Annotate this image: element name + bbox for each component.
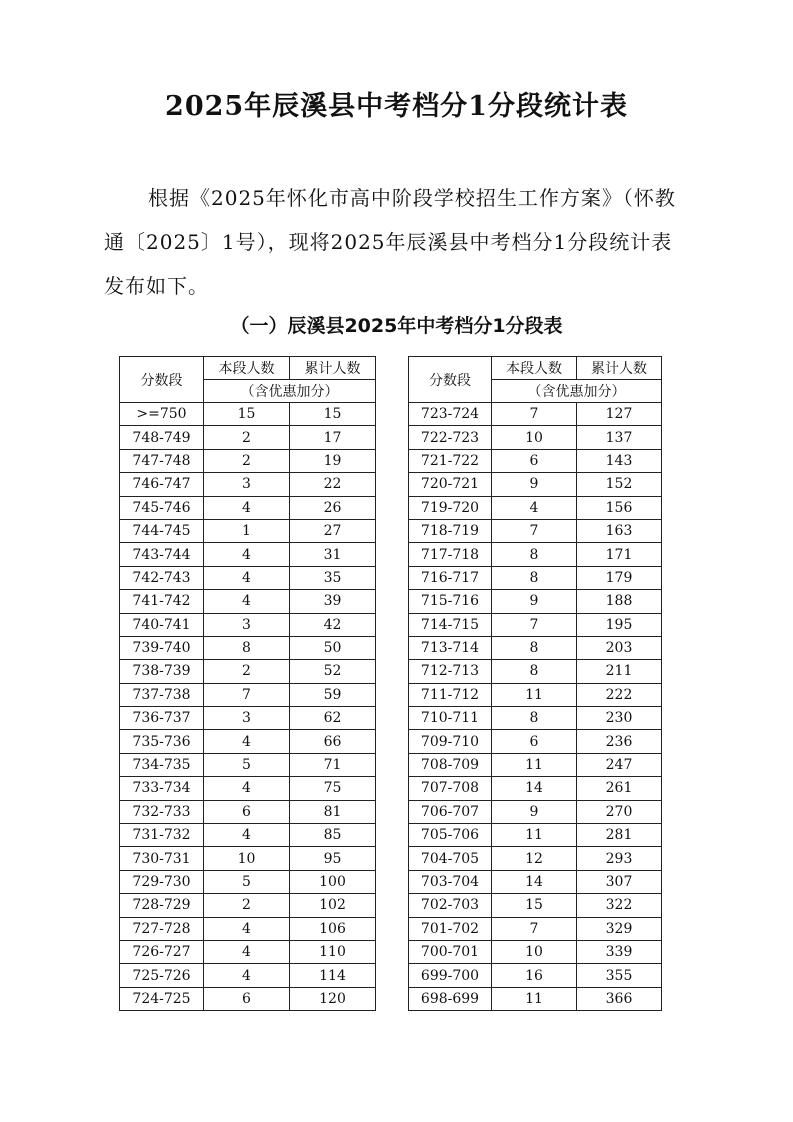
cell-cumulative: 81 [290,800,376,823]
cell-count: 3 [204,613,290,636]
cell-range: 723-724 [409,403,492,426]
cell-range: 737-738 [120,683,204,706]
cell-range: 743-744 [120,543,204,566]
cell-cumulative: 179 [577,566,662,589]
cell-cumulative: 211 [577,660,662,683]
cell-cumulative: 152 [577,473,662,496]
cell-count: 6 [204,987,290,1010]
table-row [120,496,376,519]
cell-count: 11 [492,753,577,776]
header-range: 分数段 [409,357,492,403]
cell-cumulative: 102 [290,894,376,917]
cell-range: 711-712 [409,683,492,706]
cell-cumulative: 39 [290,590,376,613]
cell-cumulative: 261 [577,777,662,800]
cell-range: 745-746 [120,496,204,519]
cell-range: >=750 [120,403,204,426]
table-row [120,707,376,730]
cell-count: 2 [204,426,290,449]
cell-range: 729-730 [120,870,204,893]
cell-range: 725-726 [120,964,204,987]
table-row [120,543,376,566]
cell-count: 11 [492,683,577,706]
cell-count: 7 [204,683,290,706]
table-row [120,590,376,613]
cell-count: 9 [492,590,577,613]
cell-cumulative: 307 [577,870,662,893]
cell-range: 732-733 [120,800,204,823]
table-row [409,870,662,893]
cell-count: 8 [492,566,577,589]
cell-range: 738-739 [120,660,204,683]
table-row [120,894,376,917]
cell-cumulative: 52 [290,660,376,683]
cell-range: 698-699 [409,987,492,1010]
cell-range: 704-705 [409,847,492,870]
table-row [409,613,662,636]
table-row [409,496,662,519]
table-row [120,917,376,940]
cell-count: 3 [204,473,290,496]
cell-count: 10 [492,426,577,449]
cell-range: 730-731 [120,847,204,870]
cell-count: 8 [492,543,577,566]
header-range: 分数段 [120,357,204,403]
cell-range: 726-727 [120,940,204,963]
table-row [409,590,662,613]
cell-count: 4 [204,730,290,753]
table-row [409,777,662,800]
cell-count: 4 [204,824,290,847]
header-cumulative: 累计人数 [290,357,376,380]
intro-paragraph: 根据《2025年怀化市高中阶段学校招生工作方案》（怀教通〔2025〕1号），现将2025年辰溪县中考档分1分段统计表发布如下。 [104,186,676,298]
cell-range: 736-737 [120,707,204,730]
cell-count: 14 [492,870,577,893]
cell-count: 4 [204,590,290,613]
table-row [409,917,662,940]
cell-cumulative: 222 [577,683,662,706]
cell-count: 8 [492,660,577,683]
header-note: （含优惠加分） [204,380,376,403]
table-row [409,473,662,496]
cell-range: 715-716 [409,590,492,613]
cell-count: 11 [492,824,577,847]
cell-count: 8 [492,707,577,730]
cell-count: 4 [204,566,290,589]
cell-range: 707-708 [409,777,492,800]
cell-count: 9 [492,473,577,496]
cell-cumulative: 247 [577,753,662,776]
table-row [120,753,376,776]
cell-range: 727-728 [120,917,204,940]
table-row [120,426,376,449]
cell-range: 746-747 [120,473,204,496]
cell-count: 5 [204,870,290,893]
table-row [120,519,376,542]
cell-range: 710-711 [409,707,492,730]
cell-range: 718-719 [409,519,492,542]
cell-range: 724-725 [120,987,204,1010]
cell-count: 11 [492,987,577,1010]
cell-cumulative: 27 [290,519,376,542]
cell-cumulative: 230 [577,707,662,730]
score-table-right [408,356,662,1011]
table-row [409,800,662,823]
score-table-left [119,356,376,1011]
cell-count: 9 [492,800,577,823]
table-row [409,543,662,566]
cell-cumulative: 106 [290,917,376,940]
cell-cumulative: 322 [577,894,662,917]
cell-count: 10 [204,847,290,870]
cell-cumulative: 339 [577,940,662,963]
cell-cumulative: 171 [577,543,662,566]
cell-count: 7 [492,613,577,636]
header-cumulative: 累计人数 [577,357,662,380]
header-count: 本段人数 [204,357,290,380]
cell-range: 741-742 [120,590,204,613]
cell-range: 733-734 [120,777,204,800]
cell-range: 719-720 [409,496,492,519]
table-row [409,894,662,917]
cell-range: 734-735 [120,753,204,776]
cell-range: 740-741 [120,613,204,636]
cell-range: 712-713 [409,660,492,683]
cell-count: 2 [204,894,290,917]
cell-range: 717-718 [409,543,492,566]
cell-cumulative: 120 [290,987,376,1010]
table-row [409,824,662,847]
page-title: 2025年辰溪县中考档分1分段统计表 [165,91,628,122]
cell-cumulative: 127 [577,403,662,426]
cell-cumulative: 329 [577,917,662,940]
table-row [409,730,662,753]
cell-cumulative: 85 [290,824,376,847]
header-note: （含优惠加分） [492,380,662,403]
cell-cumulative: 203 [577,636,662,659]
cell-cumulative: 366 [577,987,662,1010]
cell-count: 2 [204,660,290,683]
cell-count: 12 [492,847,577,870]
section-subtitle: （一）辰溪县2025年中考档分1分段表 [230,315,563,337]
cell-count: 5 [204,753,290,776]
cell-cumulative: 281 [577,824,662,847]
cell-range: 714-715 [409,613,492,636]
cell-range: 720-721 [409,473,492,496]
table-row [120,473,376,496]
cell-count: 1 [204,519,290,542]
cell-range: 747-748 [120,449,204,472]
cell-count: 10 [492,940,577,963]
cell-cumulative: 137 [577,426,662,449]
cell-count: 15 [204,403,290,426]
cell-cumulative: 110 [290,940,376,963]
cell-range: 703-704 [409,870,492,893]
cell-count: 4 [204,917,290,940]
cell-range: 731-732 [120,824,204,847]
cell-range: 739-740 [120,636,204,659]
table-row [409,964,662,987]
cell-cumulative: 66 [290,730,376,753]
cell-cumulative: 270 [577,800,662,823]
cell-range: 700-701 [409,940,492,963]
cell-count: 4 [204,543,290,566]
cell-range: 728-729 [120,894,204,917]
cell-count: 7 [492,917,577,940]
cell-range: 722-723 [409,426,492,449]
cell-count: 4 [204,496,290,519]
cell-cumulative: 71 [290,753,376,776]
table-row [409,426,662,449]
cell-range: 701-702 [409,917,492,940]
table-row [120,987,376,1010]
table-row [120,636,376,659]
cell-cumulative: 355 [577,964,662,987]
cell-cumulative: 156 [577,496,662,519]
table-row [120,613,376,636]
cell-count: 4 [204,940,290,963]
cell-range: 713-714 [409,636,492,659]
cell-count: 4 [492,496,577,519]
cell-cumulative: 143 [577,449,662,472]
cell-count: 7 [492,403,577,426]
table-row [409,987,662,1010]
cell-range: 742-743 [120,566,204,589]
cell-cumulative: 17 [290,426,376,449]
cell-cumulative: 42 [290,613,376,636]
cell-range: 744-745 [120,519,204,542]
cell-cumulative: 26 [290,496,376,519]
cell-range: 705-706 [409,824,492,847]
cell-cumulative: 293 [577,847,662,870]
table-row [120,730,376,753]
cell-range: 708-709 [409,753,492,776]
table-row [120,940,376,963]
table-row [409,636,662,659]
cell-count: 6 [204,800,290,823]
cell-count: 16 [492,964,577,987]
cell-count: 3 [204,707,290,730]
cell-range: 748-749 [120,426,204,449]
cell-cumulative: 100 [290,870,376,893]
table-row [409,403,662,426]
cell-range: 716-717 [409,566,492,589]
table-row [409,519,662,542]
cell-count: 6 [492,730,577,753]
table-row [120,777,376,800]
table-row [120,964,376,987]
cell-cumulative: 35 [290,566,376,589]
cell-count: 14 [492,777,577,800]
table-row [409,566,662,589]
cell-range: 721-722 [409,449,492,472]
table-row [409,847,662,870]
table-body-right [409,403,662,1011]
cell-count: 2 [204,449,290,472]
cell-cumulative: 15 [290,403,376,426]
cell-cumulative: 95 [290,847,376,870]
cell-cumulative: 62 [290,707,376,730]
cell-cumulative: 163 [577,519,662,542]
cell-count: 15 [492,894,577,917]
cell-cumulative: 50 [290,636,376,659]
table-row [120,800,376,823]
cell-cumulative: 22 [290,473,376,496]
table-row [120,870,376,893]
table-row [120,824,376,847]
cell-count: 4 [204,777,290,800]
table-row [120,449,376,472]
table-row [409,660,662,683]
table-row [120,847,376,870]
table-row [120,660,376,683]
table-row [409,449,662,472]
header-count: 本段人数 [492,357,577,380]
cell-cumulative: 188 [577,590,662,613]
cell-cumulative: 75 [290,777,376,800]
cell-count: 8 [204,636,290,659]
table-row [120,403,376,426]
cell-range: 709-710 [409,730,492,753]
cell-range: 702-703 [409,894,492,917]
table-row [409,753,662,776]
cell-count: 4 [204,964,290,987]
cell-count: 6 [492,449,577,472]
cell-count: 7 [492,519,577,542]
table-row [409,683,662,706]
table-row [120,566,376,589]
table-row [409,707,662,730]
cell-cumulative: 114 [290,964,376,987]
cell-cumulative: 31 [290,543,376,566]
cell-count: 8 [492,636,577,659]
cell-cumulative: 19 [290,449,376,472]
cell-cumulative: 195 [577,613,662,636]
cell-range: 706-707 [409,800,492,823]
cell-range: 699-700 [409,964,492,987]
table-body-left [120,403,376,1011]
cell-cumulative: 59 [290,683,376,706]
cell-cumulative: 236 [577,730,662,753]
table-row [120,683,376,706]
cell-range: 735-736 [120,730,204,753]
table-row [409,940,662,963]
